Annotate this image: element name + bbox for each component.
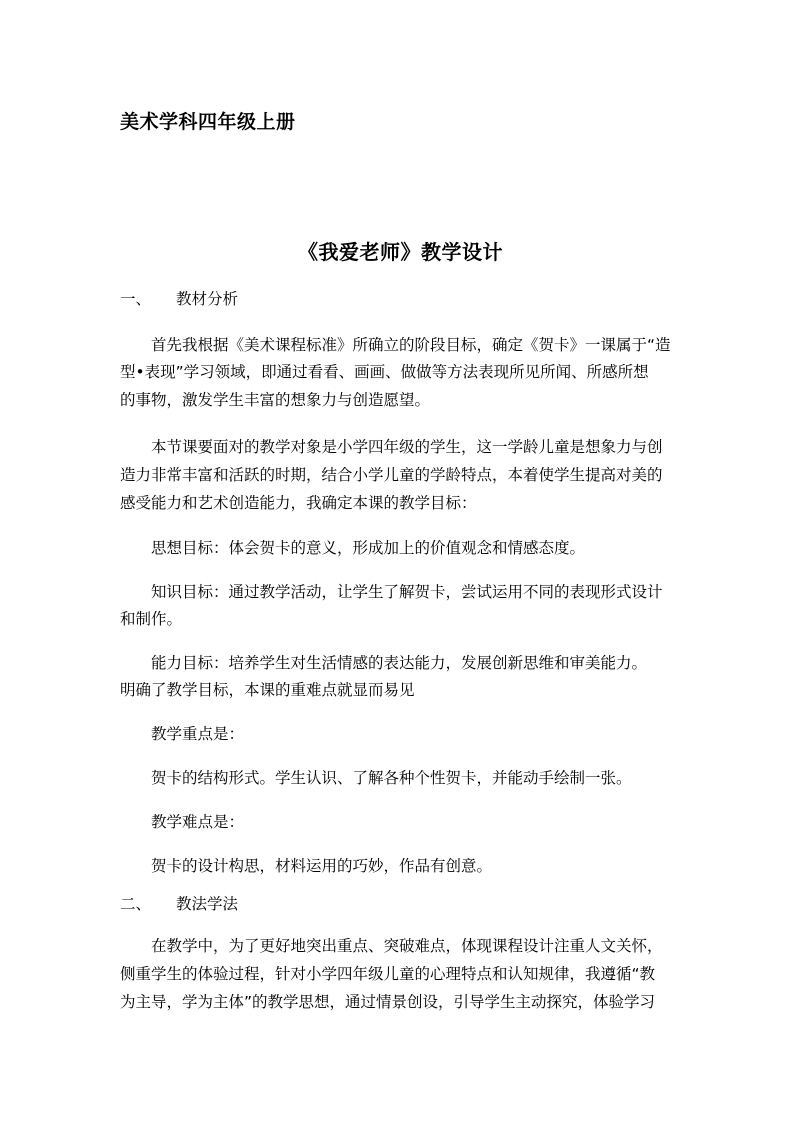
paragraph-line: 为主导，学为主体”的教学思想，通过情景创设，引导学生主动探究，体验学习 (120, 993, 656, 1011)
subject-header: 美术学科四年级上册 (120, 111, 296, 133)
paragraph-line: 贺卡的结构形式。学生认识、了解各种个性贺卡，并能动手绘制一张。 (151, 769, 632, 787)
paragraph-line: 的事物，激发学生丰富的想象力与创造愿望。 (120, 391, 431, 409)
paragraph-line: 型•表现”学习领域，即通过看看、画画、做做等方法表现所见所闻、所感所想 (120, 363, 649, 381)
paragraph-line: 教学难点是： (151, 813, 245, 831)
paragraph-line: 教学重点是： (151, 725, 245, 743)
section-heading-1 (120, 288, 238, 310)
paragraph-line: 本节课要面对的教学对象是小学四年级的学生，这一学龄儿童是想象力与创 (151, 438, 663, 456)
paragraph-line: 贺卡的设计构思，材料运用的巧妙，作品有创意。 (151, 857, 493, 875)
paragraph-line: 能力目标：培养学生对生活情感的表达能力，发展创新思维和审美能力。 (151, 654, 648, 672)
paragraph-line: 侧重学生的体验过程，针对小学四年级儿童的心理特点和认知规律，我遵循“教 (120, 965, 656, 983)
paragraph-line: 在教学中，为了更好地突出重点、突破难点，体现课程设计注重人文关怀， (151, 937, 663, 955)
section-number: 一、 (120, 290, 152, 308)
paragraph-line: 和制作。 (120, 610, 183, 628)
paragraph-line: 明确了教学目标，本课的重难点就显而易见 (120, 681, 415, 699)
section-title: 教法学法 (176, 895, 239, 913)
paragraph-line: 首先我根据《美术课程标准》所确立的阶段目标，确定《贺卡》一课属于“造 (151, 336, 671, 354)
paragraph-line: 思想目标：体会贺卡的意义，形成加上的价值观念和情感态度。 (151, 539, 586, 557)
paragraph-line: 感受能力和艺术创造能力，我确定本课的教学目标： (120, 494, 477, 512)
document-title: 《我爱老师》教学设计 (298, 240, 503, 264)
section-title: 教材分析 (176, 290, 239, 308)
section-number: 二、 (120, 895, 152, 913)
paragraph-line: 知识目标：通过教学活动，让学生了解贺卡，尝试运用不同的表现形式设计 (151, 583, 663, 601)
paragraph-line: 造力非常丰富和活跃的时期，结合小学儿童的学龄特点，本着使学生提高对美的 (120, 466, 663, 484)
section-heading-2 (120, 893, 238, 915)
